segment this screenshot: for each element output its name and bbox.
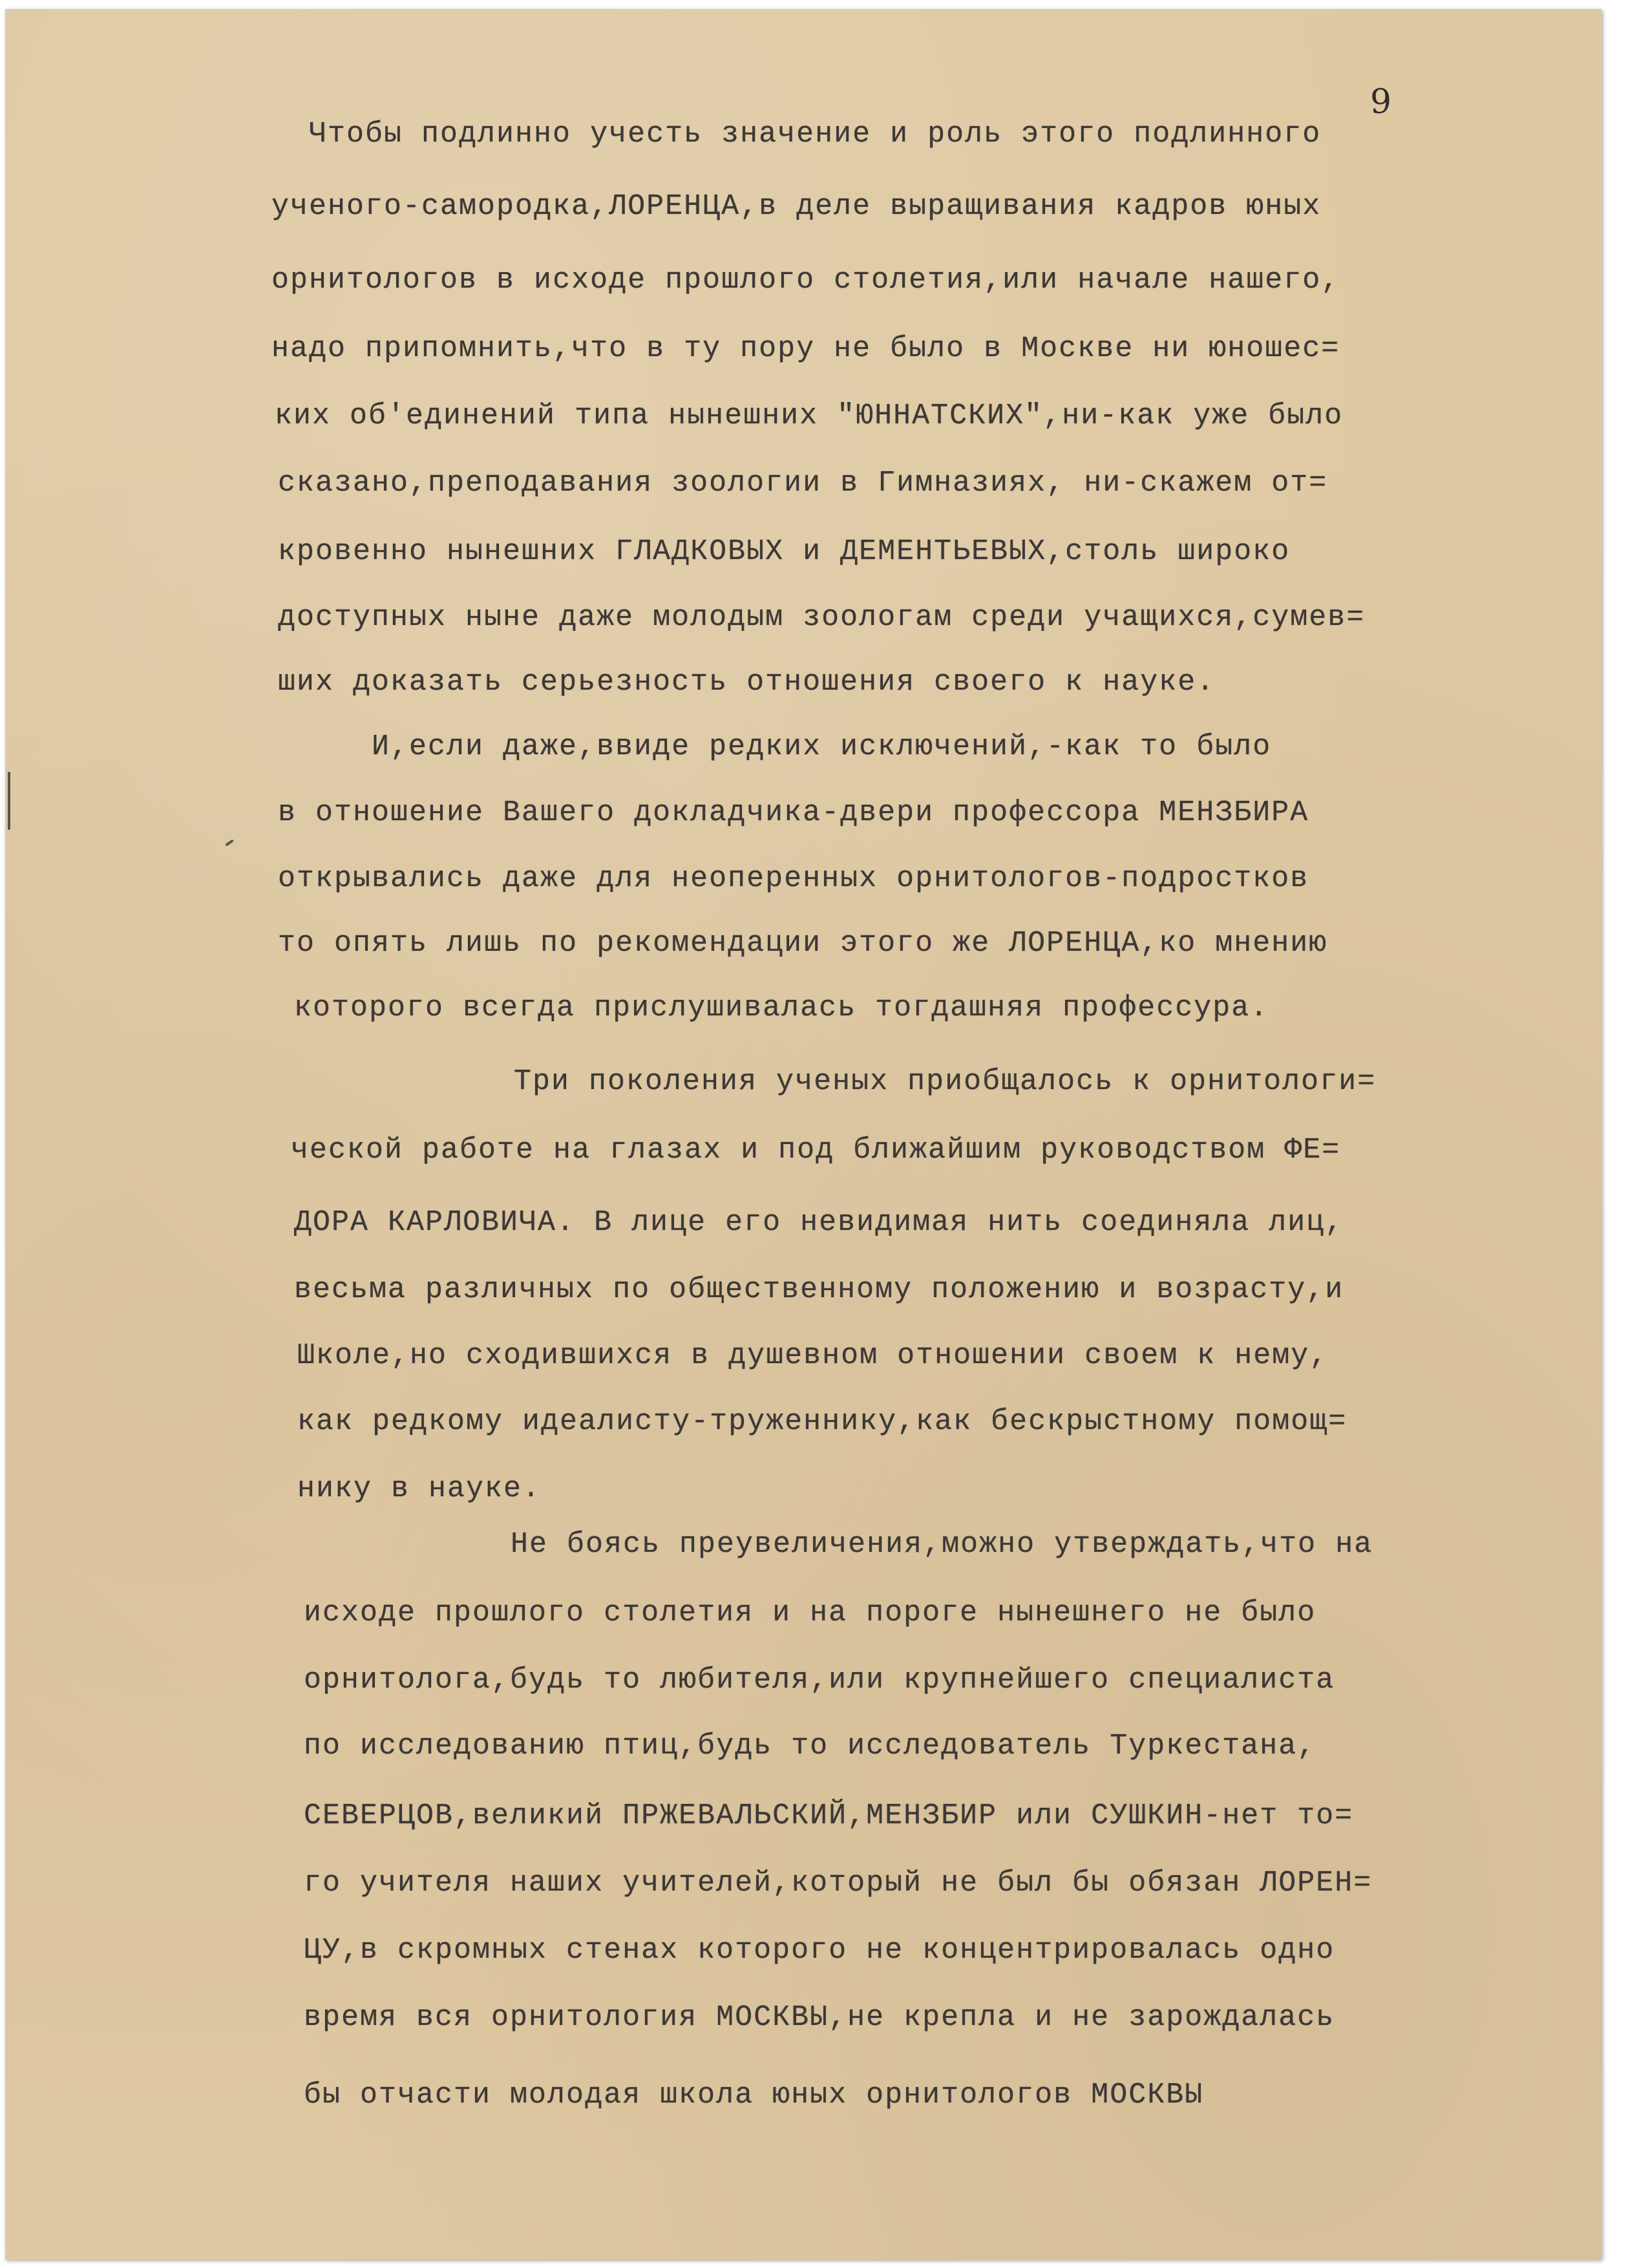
margin-mark [8, 772, 10, 830]
text-line: орнитологов в исходе прошлого столетия,или начале нашего, [271, 264, 1340, 297]
text-line: которого всегда прислушивалась тогдашняя профессура. [294, 991, 1269, 1024]
text-line: СЕВЕРЦОВ,великий ПРЖЕВАЛЬСКИЙ,МЕНЗБИР или СУШКИН-нет то= [304, 1799, 1354, 1832]
text-line: весьма различных по общественному положению и возрасту,и [294, 1273, 1344, 1306]
text-line: Три поколения ученых приобщалось к орнитологи= [514, 1065, 1377, 1098]
text-line: ческой работе на глазах и под ближайшим руководством ФЕ= [291, 1134, 1341, 1167]
text-line: исходе прошлого столетия и на пороге нынешнего не было [304, 1596, 1316, 1629]
text-line: доступных ныне даже молодым зоологам среди учащихся,сумев= [278, 601, 1366, 634]
text-line: то опять лишь по рекомендации этого же ЛОРЕНЦА,ко мнению [278, 927, 1328, 960]
text-line: ученого-самородка,ЛОРЕНЦА,в деле выращивания кадров юных [271, 190, 1322, 223]
text-line: нику в науке. [297, 1472, 542, 1505]
text-line: сказано,преподавания зоологии в Гимназиях, ни-скажем от= [278, 467, 1328, 500]
page-number: 9 [1370, 83, 1392, 122]
text-line: ких об'единений типа нынешних "ЮННАТСКИХ",ни-как уже было [275, 399, 1344, 432]
text-line: бы отчасти молодая школа юных орнитологов МОСКВЫ [304, 2079, 1204, 2112]
text-line: И,если даже,ввиде редких исключений,-как то было [372, 730, 1272, 763]
text-line: кровенно нынешних ГЛАДКОВЫХ и ДЕМЕНТЬЕВЫХ,столь широко [278, 535, 1291, 568]
text-line: Чтобы подлинно учесть значение и роль этого подлинного [309, 118, 1322, 151]
text-line: Школе,но сходившихся в душевном отношении своем к нему, [297, 1339, 1329, 1372]
text-line: ших доказать серьезность отношения своего к науке. [278, 666, 1216, 699]
text-line: ДОРА КАРЛОВИЧА. В лице его невидимая нить соединяла лиц, [294, 1206, 1344, 1239]
text-line: в отношение Вашего докладчика-двери профессора МЕНЗБИРА [278, 796, 1309, 829]
text-line: по исследованию птиц,будь то исследователь Туркестана, [304, 1730, 1316, 1763]
margin-mark [225, 839, 234, 846]
text-line: открывались даже для неоперенных орнитологов-подростков [278, 862, 1309, 895]
text-line: надо припомнить,что в ту пору не было в Москве ни юношес= [271, 332, 1340, 365]
text-line: Не боясь преувеличения,можно утверждать,что на [511, 1528, 1373, 1561]
text-line: го учителя наших учителей,который не был бы обязан ЛОРЕН= [304, 1867, 1373, 1900]
text-line: ЦУ,в скромных стенах которого не концентрировалась одно [304, 1934, 1335, 1967]
text-line: как редкому идеалисту-труженнику,как бескрыстному помощ= [297, 1405, 1347, 1438]
text-line: орнитолога,будь то любителя,или крупнейшего специалиста [304, 1664, 1335, 1697]
text-line: время вся орнитология МОСКВЫ,не крепла и не зарождалась [304, 2001, 1335, 2034]
